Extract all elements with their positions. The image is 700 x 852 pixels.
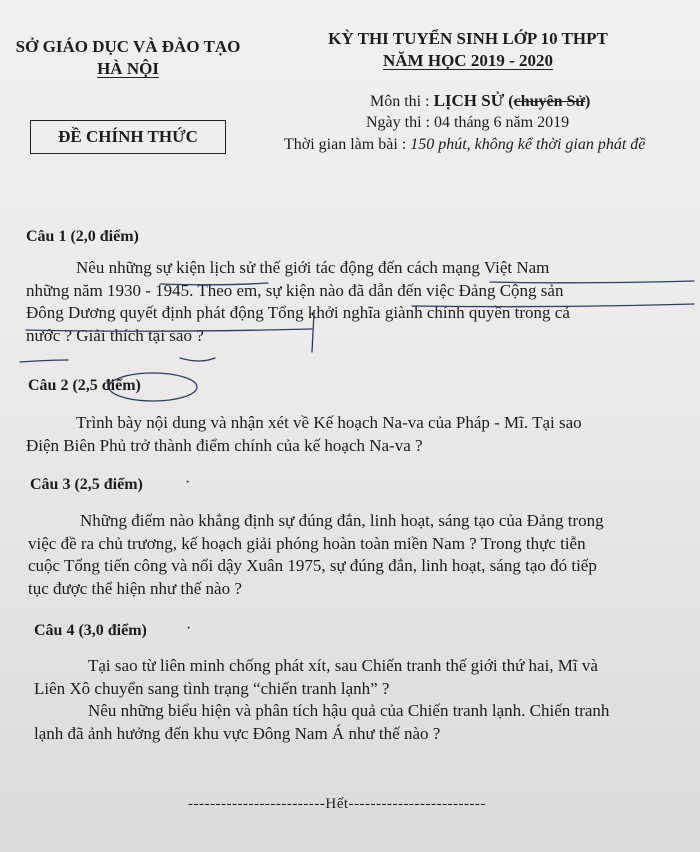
question-4-heading: Câu 4 (3,0 điểm) — [34, 622, 147, 639]
subject-paren-open: ( — [504, 93, 514, 110]
question-1-heading: Câu 1 (2,0 điểm) — [26, 228, 139, 245]
question-4-body — [34, 655, 609, 745]
q4-line-1: Tại sao từ liên minh chống phát xít, sau Chiến tranh thế giới thứ hai, Mĩ và — [88, 656, 598, 675]
pen-dot-q3: · — [185, 474, 191, 491]
pen-underline-q1-f — [20, 360, 68, 362]
school-year-text: NĂM HỌC 2019 - 2020 — [383, 51, 553, 70]
q3-line-1: Những điểm nào khẳng định sự đúng đắn, linh hoạt, sáng tạo của Đảng trong — [80, 511, 604, 530]
subject-struck: chuyên Sử — [513, 93, 585, 110]
pen-underline-q1-c — [412, 304, 694, 307]
pen-underline-q1-b — [490, 281, 694, 283]
q2-line-2: Điện Biên Phủ trở thành điểm chính của kế hoạch Na-va ? — [26, 435, 423, 455]
q2-line-1: Trình bày nội dung và nhận xét về Kế hoạch Na-va của Pháp - Mĩ. Tại sao — [76, 413, 582, 432]
official-exam-label: ĐỀ CHÍNH THỨC — [30, 120, 226, 154]
subject-paren-close: ) — [585, 93, 591, 110]
pen-underline-q1-g — [180, 358, 215, 361]
q1-line-1: Nêu những sự kiện lịch sử thế giới tác động đến cách mạng Việt Nam — [76, 258, 550, 277]
q4-line-2: Liên Xô chuyển sang tình trạng “chiến tranh lạnh” ? — [34, 678, 390, 698]
pen-underline-q1-a — [160, 283, 268, 285]
question-3-heading: Câu 3 (2,5 điểm) — [30, 476, 143, 493]
subject-label: Môn thi : — [370, 93, 434, 110]
question-3-title — [30, 476, 143, 494]
q1-line-4: nước ? Giải thích tại sao ? — [26, 325, 204, 345]
exam-date: Ngày thi : 04 tháng 6 năm 2019 — [366, 114, 570, 131]
question-4-title — [34, 622, 147, 640]
duration-value: 150 phút, không kể thời gian phát đề — [410, 136, 646, 153]
q1-line-3: Đông Dương quyết định phát động Tổng khởi nghĩa giành chính quyền trong cả — [26, 303, 570, 322]
q1-line-2: những năm 1930 - 1945. Theo em, sự kiện nào đã dẫn đến việc Đảng Cộng sản — [26, 280, 564, 300]
pen-underline-q1-d — [26, 329, 312, 331]
q3-line-4: tục được thể hiện như thế nào ? — [28, 578, 242, 598]
duration-label: Thời gian làm bài : — [284, 136, 411, 153]
q3-line-2: việc đề ra chủ trương, kế hoạch giải phóng hoàn toàn miền Nam ? Trong thực tiễn — [28, 533, 586, 553]
question-2-heading: Câu 2 (2,5 điểm) — [28, 377, 141, 394]
city-name-text: HÀ NỘI — [97, 59, 159, 78]
end-marker: -------------------------Hết------------------------- — [188, 796, 486, 812]
q4-line-3: Nêu những biểu hiện và phân tích hậu quả của Chiến tranh lạnh. Chiến tranh — [88, 701, 610, 720]
exam-title: KỲ THI TUYỂN SINH LỚP 10 THPT — [328, 29, 608, 48]
question-2-title — [28, 377, 141, 395]
pen-mark-q1-e — [312, 312, 314, 352]
subject-name: LỊCH SỬ — [433, 91, 505, 110]
question-2-body — [26, 412, 582, 457]
q3-line-3: cuộc Tổng tiến công và nổi dậy Xuân 1975, sự đúng đắn, linh hoạt, sáng tạo đó tiếp — [28, 556, 597, 575]
question-3-body — [28, 510, 604, 600]
pen-dot-q4: · — [186, 620, 192, 637]
department-name: SỞ GIÁO DỤC VÀ ĐÀO TẠO — [15, 37, 241, 56]
q4-line-4: lạnh đã ảnh hưởng đến khu vực Đông Nam Á như thế nào ? — [34, 723, 441, 743]
